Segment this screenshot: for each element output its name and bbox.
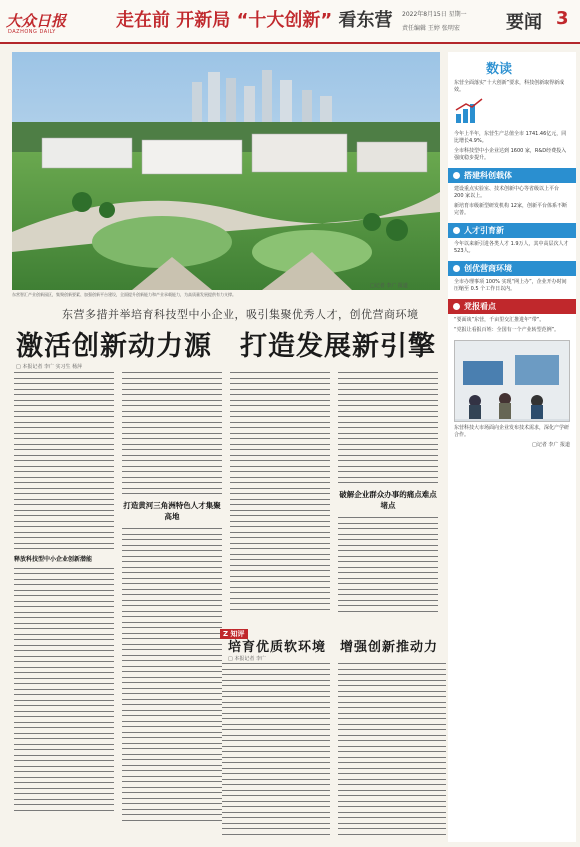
sidebar-head-platforms: 搭建科创载体 (448, 168, 576, 183)
article-headline: 激活创新动力源 打造发展新引擎 (16, 331, 436, 362)
banner-part-d: 看东营 (338, 10, 393, 31)
sidebar-data-title: 数读 (486, 62, 513, 77)
banner-part-a: 走在前 (116, 10, 170, 31)
zhiping-column-1 (222, 663, 330, 839)
banner-part-b: 开新局 (176, 10, 231, 31)
sidebar-text-party-2: “党报让看报百姓：全国有一个产业转型范例”。 (454, 327, 560, 333)
zhiping-badge: Z 知评 (220, 629, 248, 639)
banner-part-c: “十大创新” (236, 10, 333, 31)
sidebar-head-party-paper: 党报看点 (448, 299, 576, 314)
zhiping-headline: 培育优质软环境 增强创新推动力 (228, 640, 439, 655)
sidebar-data-intro: 东营全面落实“十大创新”要求，科技创新取得新成效。 (454, 80, 565, 93)
sidebar-head-talent: 人才引育新 (448, 223, 576, 238)
subhead-2: 打造黄河三角洲特色人才集聚高地 (123, 501, 221, 521)
subhead-1: 释放科技型中小企业创新潜能 (14, 555, 93, 563)
zhiping-column-2 (338, 663, 446, 839)
zhiping-byline: □ 本报记者 李广 (228, 656, 266, 662)
article-column-4 (338, 372, 438, 616)
sidebar-photo (454, 340, 570, 422)
sidebar-head-business: 创优营商环境 (448, 261, 576, 276)
zhiping-tag (220, 621, 444, 638)
data-sidebar (448, 52, 576, 842)
newspaper-logo: 大众日报 (6, 12, 67, 30)
masthead (0, 0, 580, 44)
sidebar-text-party-1: “要面谈”东营，千亩里交汇推进年“带”。 (454, 317, 545, 323)
series-banner (116, 6, 393, 32)
sidebar-text-platforms-2: 新培育市级新型研发机构 12家，创新平台体系不断完善。 (454, 203, 567, 216)
sidebar-text-platforms: 建设重点实验室、技术创新中心等省级以上平台 200 家以上。 (454, 186, 560, 199)
sidebar-text-talent: 今年以来新引进各类人才 1.9万人，其中高层次人才 523人。 (454, 241, 569, 254)
page-number: 3 (556, 8, 569, 29)
article-byline: □ 本报记者 李广 实习生 杨萍 (16, 364, 83, 370)
article-column-3 (230, 372, 330, 616)
article-kicker: 东营多措并举培育科技型中小企业，吸引集聚优秀人才，创优营商环境 (62, 308, 419, 321)
subhead-3: 破解企业群众办事的痛点难点堵点 (339, 490, 437, 510)
zhiping-body (222, 663, 446, 839)
issue-date: 2022年8月15日 星期一 (402, 11, 467, 18)
sidebar-data-point-2: 全市科技型中小企业达到 1600 家，R&D经费投入强度稳步提升。 (454, 148, 567, 161)
photo-caption: 东营智汇产业创新园区，集聚创新要素、加强创新平台建设，全面提升创新能力和产业承载能力，为高质量发展提供有力支撑。 (12, 292, 236, 297)
sidebar-photo-caption: 东营科技大市场面向企业发布技术需求，深化产学研合作。 (454, 425, 570, 438)
sidebar-data-point-1: 今年上半年，东营生产总值全市 1741.46亿元，同比增长4.9%。 (454, 131, 567, 144)
article-column-1 (14, 372, 114, 838)
sidebar-text-business: 全市办理事项 100% 实现“网上办”，企业开办时间压缩至 0.5 个工作日以内。 (454, 279, 567, 292)
editors-line: 责任编辑 王婷 张明宏 (402, 25, 460, 32)
section-name: 要闻 (506, 12, 542, 33)
sidebar-photo-credit: □记者 李广 报道 (532, 442, 570, 448)
photo-credit: □记者 李广 报道 (370, 283, 408, 289)
newspaper-logo-sub: DAZHONG DAILY (8, 29, 56, 35)
bar-growth-icon (454, 98, 570, 128)
aerial-photo (12, 52, 440, 290)
article-column-2 (122, 372, 222, 838)
